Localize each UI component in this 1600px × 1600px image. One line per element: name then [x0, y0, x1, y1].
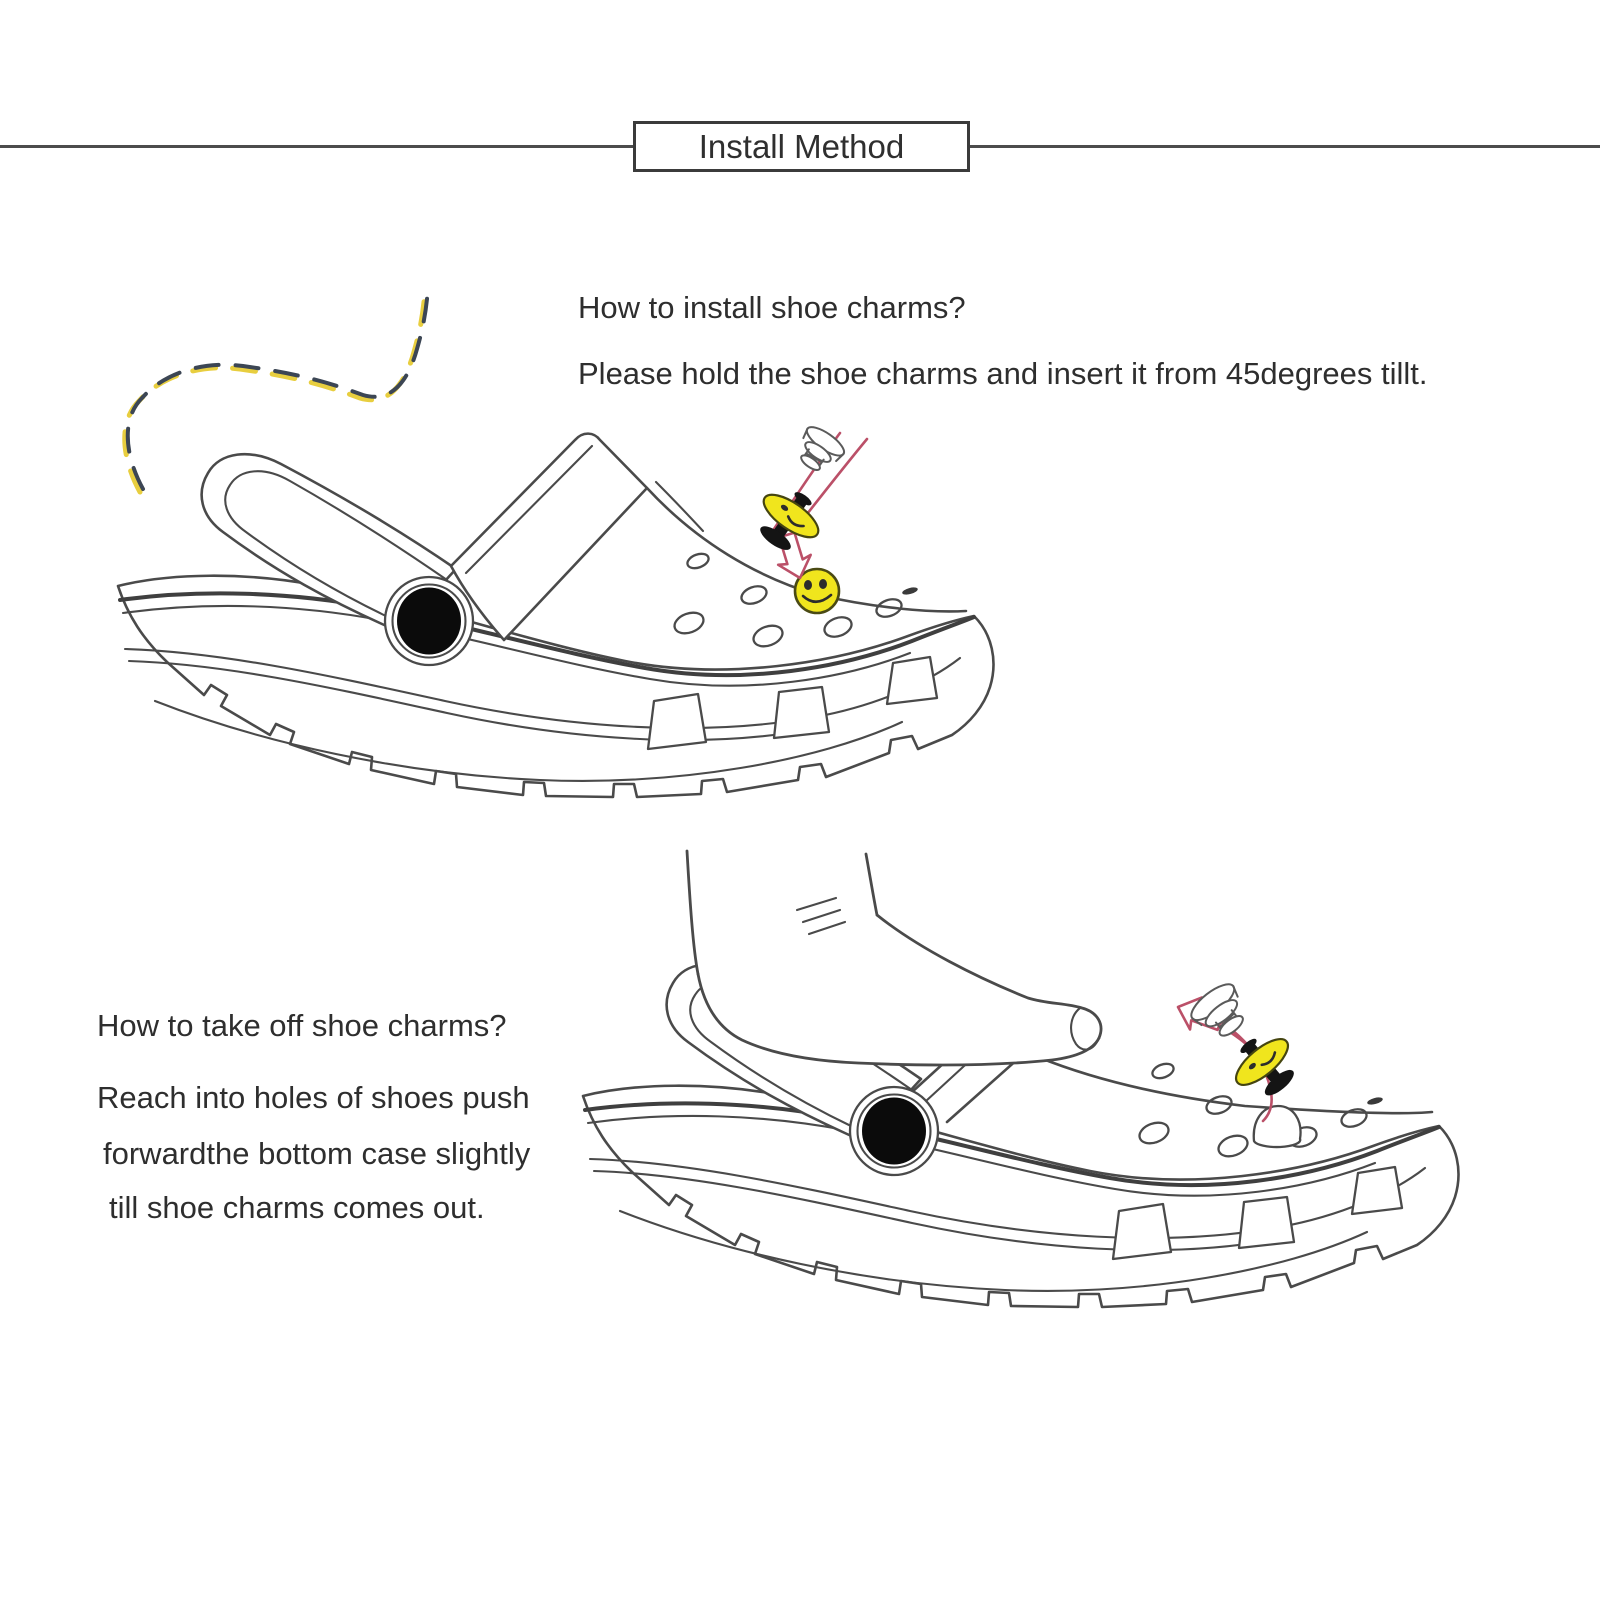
vamp-edge [1038, 1057, 1432, 1113]
install-method-badge [633, 121, 970, 172]
remove-instruction-line-1: Reach into holes of shoes push [97, 1080, 530, 1115]
dashed-curve-dark-line [128, 286, 428, 489]
remove-instruction-line-2: forwardthe bottom case slightly [103, 1136, 531, 1171]
clog-illustration-remove [583, 851, 1458, 1307]
charm-outline-icon [790, 422, 848, 479]
vamp-corner-inner-line [656, 482, 703, 531]
insert-arrow-diagram [745, 422, 867, 583]
page-title: Install Method [698, 127, 905, 165]
install-instruction: Please hold the shoe charms and insert it from 45degrees tillt. [578, 356, 1428, 391]
clog-illustration-install [118, 422, 993, 797]
remove-instruction-line-3: till shoe charms comes out. [109, 1190, 485, 1225]
install-heading: How to install shoe charms? [578, 290, 966, 325]
smiley-eye [804, 580, 812, 590]
upper-strap [451, 434, 647, 640]
hand-illustration [687, 851, 1101, 1065]
charm-outline-icon [1186, 978, 1255, 1046]
hand-fill [692, 854, 1101, 1065]
remove-heading: How to take off shoe charms? [97, 1008, 507, 1043]
smiley-eye [819, 579, 827, 589]
charm-side-icon [745, 477, 831, 562]
dome-charm-icon [1254, 1106, 1301, 1147]
